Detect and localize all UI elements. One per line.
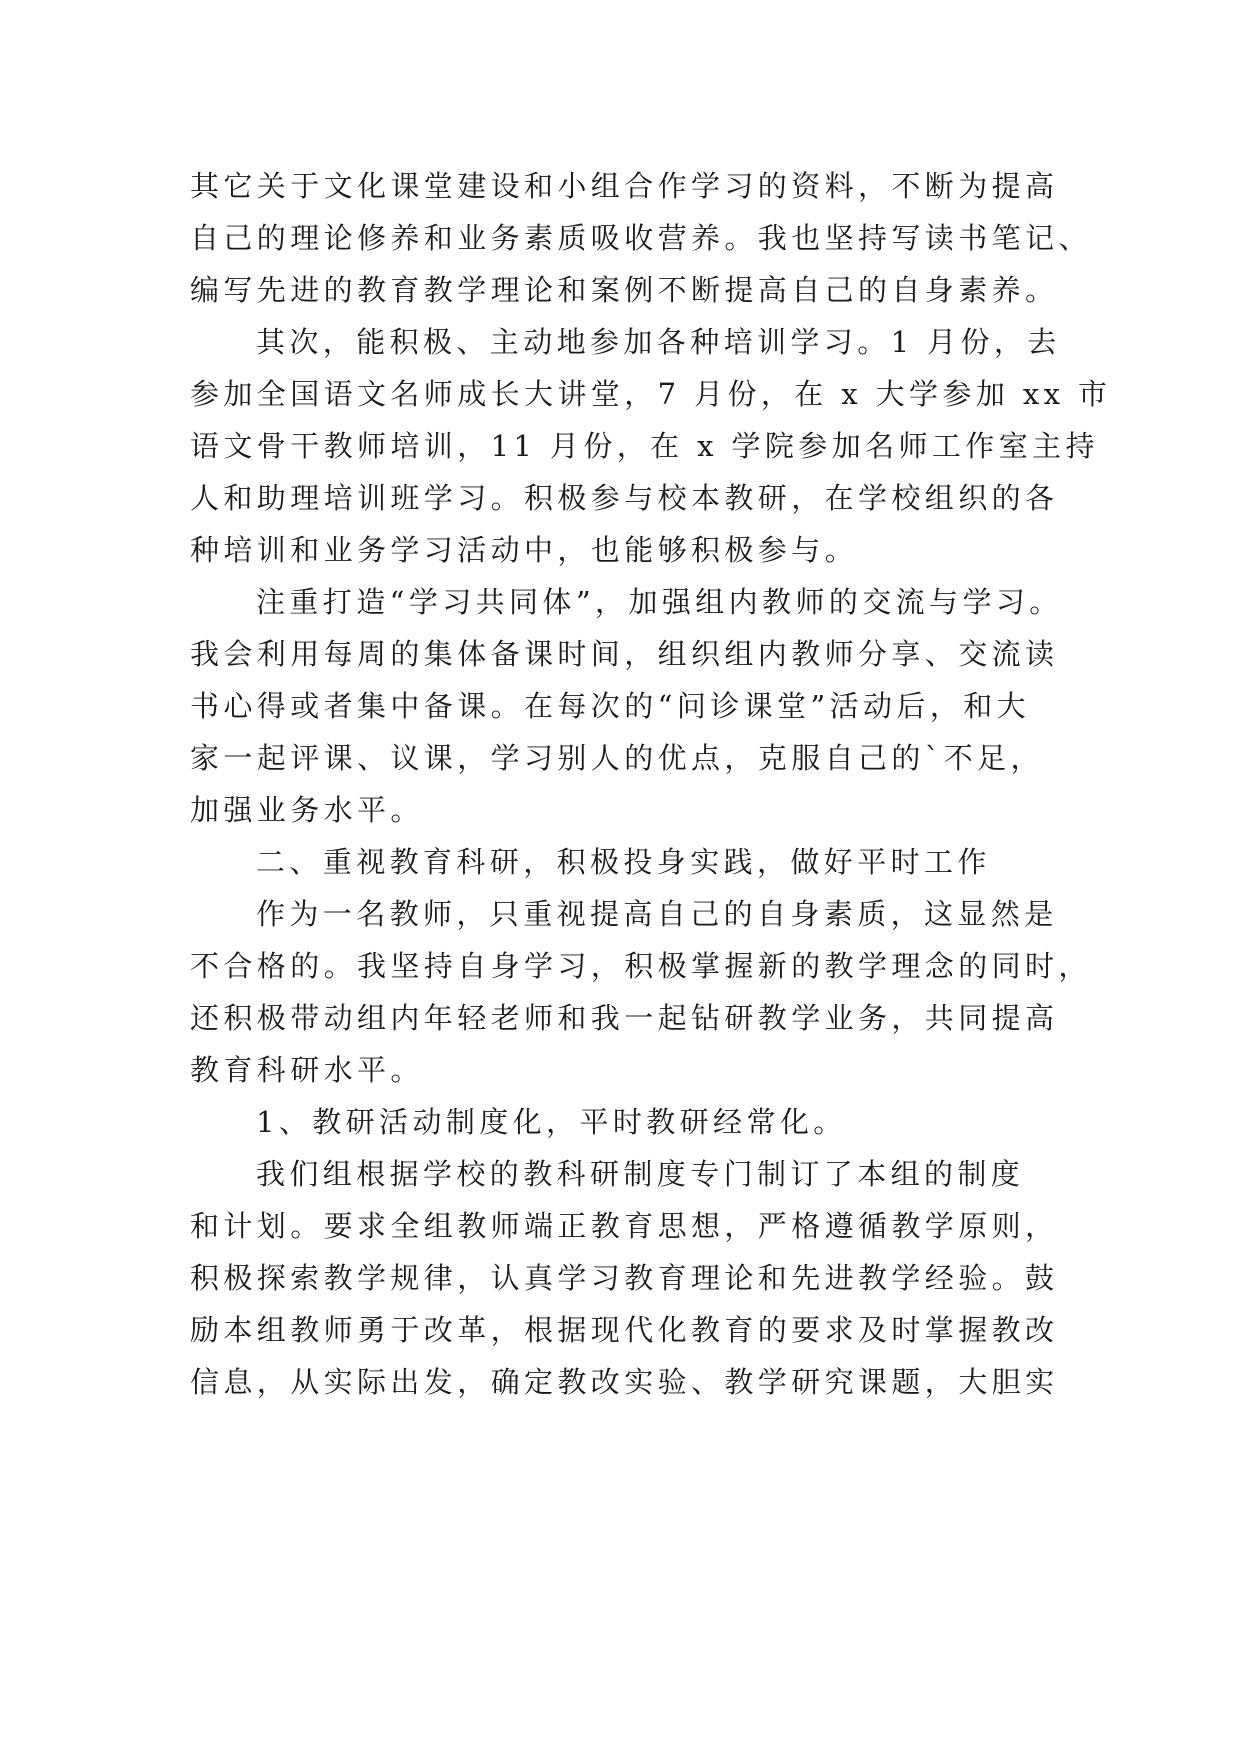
text-line: 人和助理培训班学习。积极参与校本教研，在学校组织的各: [190, 481, 1059, 515]
text-line: 编写先进的教育教学理论和案例不断提高自己的自身素养。: [190, 273, 1059, 307]
text-line: 家一起评课、议课，学习别人的优点，克服自己的`不足，: [190, 741, 1044, 775]
text-line: 信息，从实际出发，确定教改实验、教学研究课题，大胆实: [190, 1365, 1059, 1399]
text-line: 还积极带动组内年轻老师和我一起钻研教学业务，共同提高: [190, 1001, 1059, 1035]
text-line: 加强业务水平。: [190, 793, 424, 827]
text-line: 书心得或者集中备课。在每次的“问诊课堂”活动后，和大: [190, 689, 1031, 723]
subsection-heading: 1、教研活动制度化，平时教研经常化。: [256, 1105, 847, 1139]
text-line: 语文骨干教师培训，11 月份，在 x 学院参加名师工作室主持: [190, 429, 1099, 463]
text-line: 不合格的。我坚持自身学习，积极掌握新的教学理念的同时，: [190, 949, 1092, 983]
text-line: 励本组教师勇于改革，根据现代化教育的要求及时掌握教改: [190, 1313, 1059, 1347]
text-line: 作为一名教师，只重视提高自己的自身素质，这显然是: [256, 897, 1058, 931]
text-line: 我会利用每周的集体备课时间，组织组内教师分享、交流读: [190, 637, 1059, 671]
text-line: 其它关于文化课堂建设和小组合作学习的资料，不断为提高: [190, 169, 1059, 203]
text-line: 积极探索教学规律，认真学习教育理论和先进教学经验。鼓: [190, 1261, 1059, 1295]
text-line: 自己的理论修养和业务素质吸收营养。我也坚持写读书笔记、: [190, 221, 1092, 255]
text-line: 和计划。要求全组教师端正教育思想，严格遵循教学原则，: [190, 1209, 1059, 1243]
text-line: 我们组根据学校的教科研制度专门制订了本组的制度: [256, 1157, 1025, 1191]
text-line: 种培训和业务学习活动中，也能够积极参与。: [190, 533, 859, 567]
text-line: 其次，能积极、主动地参加各种培训学习。1 月份，去: [256, 325, 1061, 359]
section-heading: 二、重视教育科研，积极投身实践，做好平时工作: [256, 845, 991, 879]
text-line: 参加全国语文名师成长大讲堂，7 月份，在 x 大学参加 xx 市: [190, 377, 1112, 411]
text-line: 教育科研水平。: [190, 1053, 424, 1087]
text-line: 注重打造“学习共同体”，加强组内教师的交流与学习。: [256, 585, 1063, 619]
